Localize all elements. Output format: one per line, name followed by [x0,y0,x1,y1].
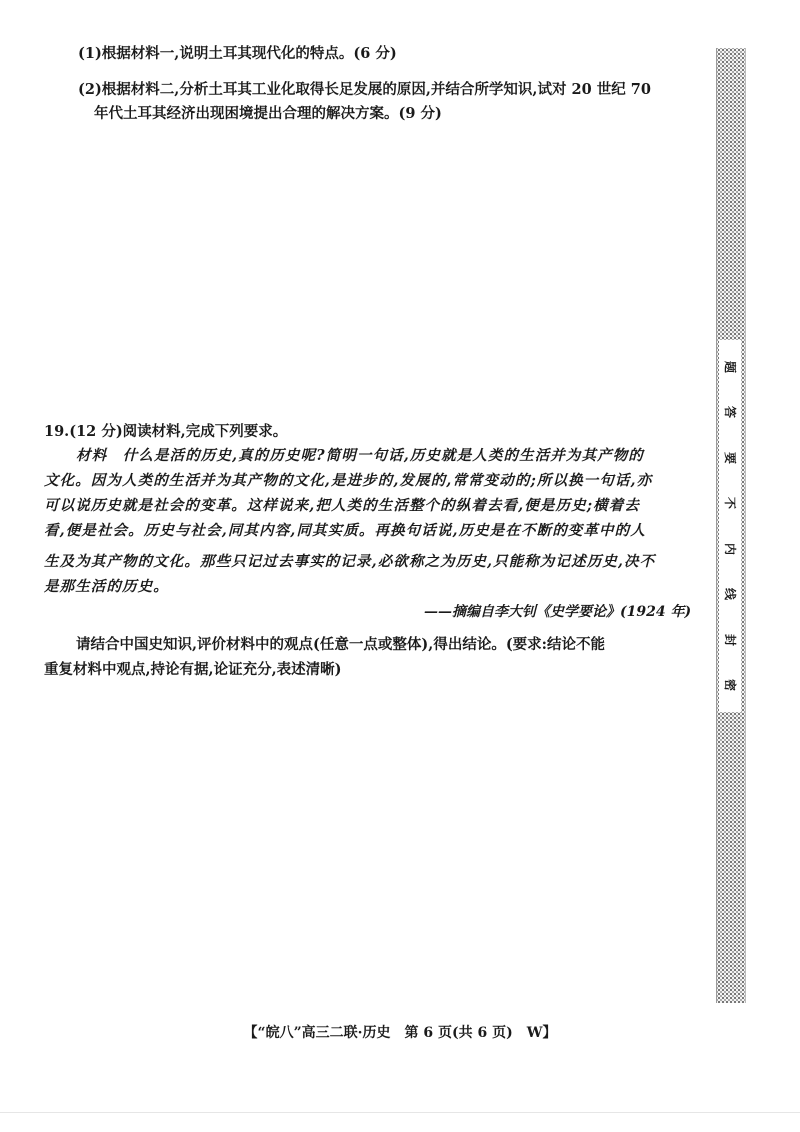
material-line-1: 材料 什么是活的历史,真的历史呢?简明一句话,历史就是人类的生活并为其产物的 [76,447,644,464]
task-line-2: 重复材料中观点,持论有据,论证充分,表述清晰) [44,661,342,678]
strip-char: 封 [722,633,737,646]
question-2-line-1: (2)根据材料二,分析土耳其工业化取得长足发展的原因,并结合所学知识,试对 20 世纪 70 [78,81,651,98]
strip-char: 密 [722,678,737,691]
material-line-4: 看,便是社会。历史与社会,同其内容,同其实质。再换句话说,历史是在不断的变革中的人 [44,522,646,539]
question-1: (1)根据材料一,说明土耳其现代化的特点。(6 分) [78,45,397,62]
question-19-header: 19.(12 分)阅读材料,完成下列要求。 [44,423,288,440]
binding-strip-label [719,340,741,712]
task-line-1: 请结合中国史知识,评价材料中的观点(任意一点或整体),得出结论。(要求:结论不能 [76,636,606,653]
material-line-6: 是那生活的历史。 [44,578,169,595]
material-line-2: 文化。因为人类的生活并为其产物的文化,是进步的,发展的,常常变动的;所以换一句话,亦 [44,472,653,489]
question-2-line-2: 年代土耳其经济出现困境提出合理的解决方案。(9 分) [94,105,442,122]
strip-char: 不 [722,497,737,510]
material-source: ——摘编自李大钊《史学要论》(1924 年) [424,604,692,620]
material-line-3: 可以说历史就是社会的变革。这样说来,把人类的生活整个的纵着去看,便是历史;横着去 [44,497,640,514]
strip-char: 要 [722,451,737,464]
material-line-5: 生及为其产物的文化。那些只记过去事实的记录,必欲称之为历史,只能称为记述历史,决不 [44,553,656,570]
strip-char: 线 [722,588,737,601]
bottom-divider [0,1112,800,1113]
strip-char: 答 [722,406,737,419]
strip-char: 题 [722,360,737,374]
page-footer: 【“皖八”高三二联·历史 第 6 页(共 6 页) W】 [243,1025,557,1041]
strip-char: 内 [722,542,737,555]
